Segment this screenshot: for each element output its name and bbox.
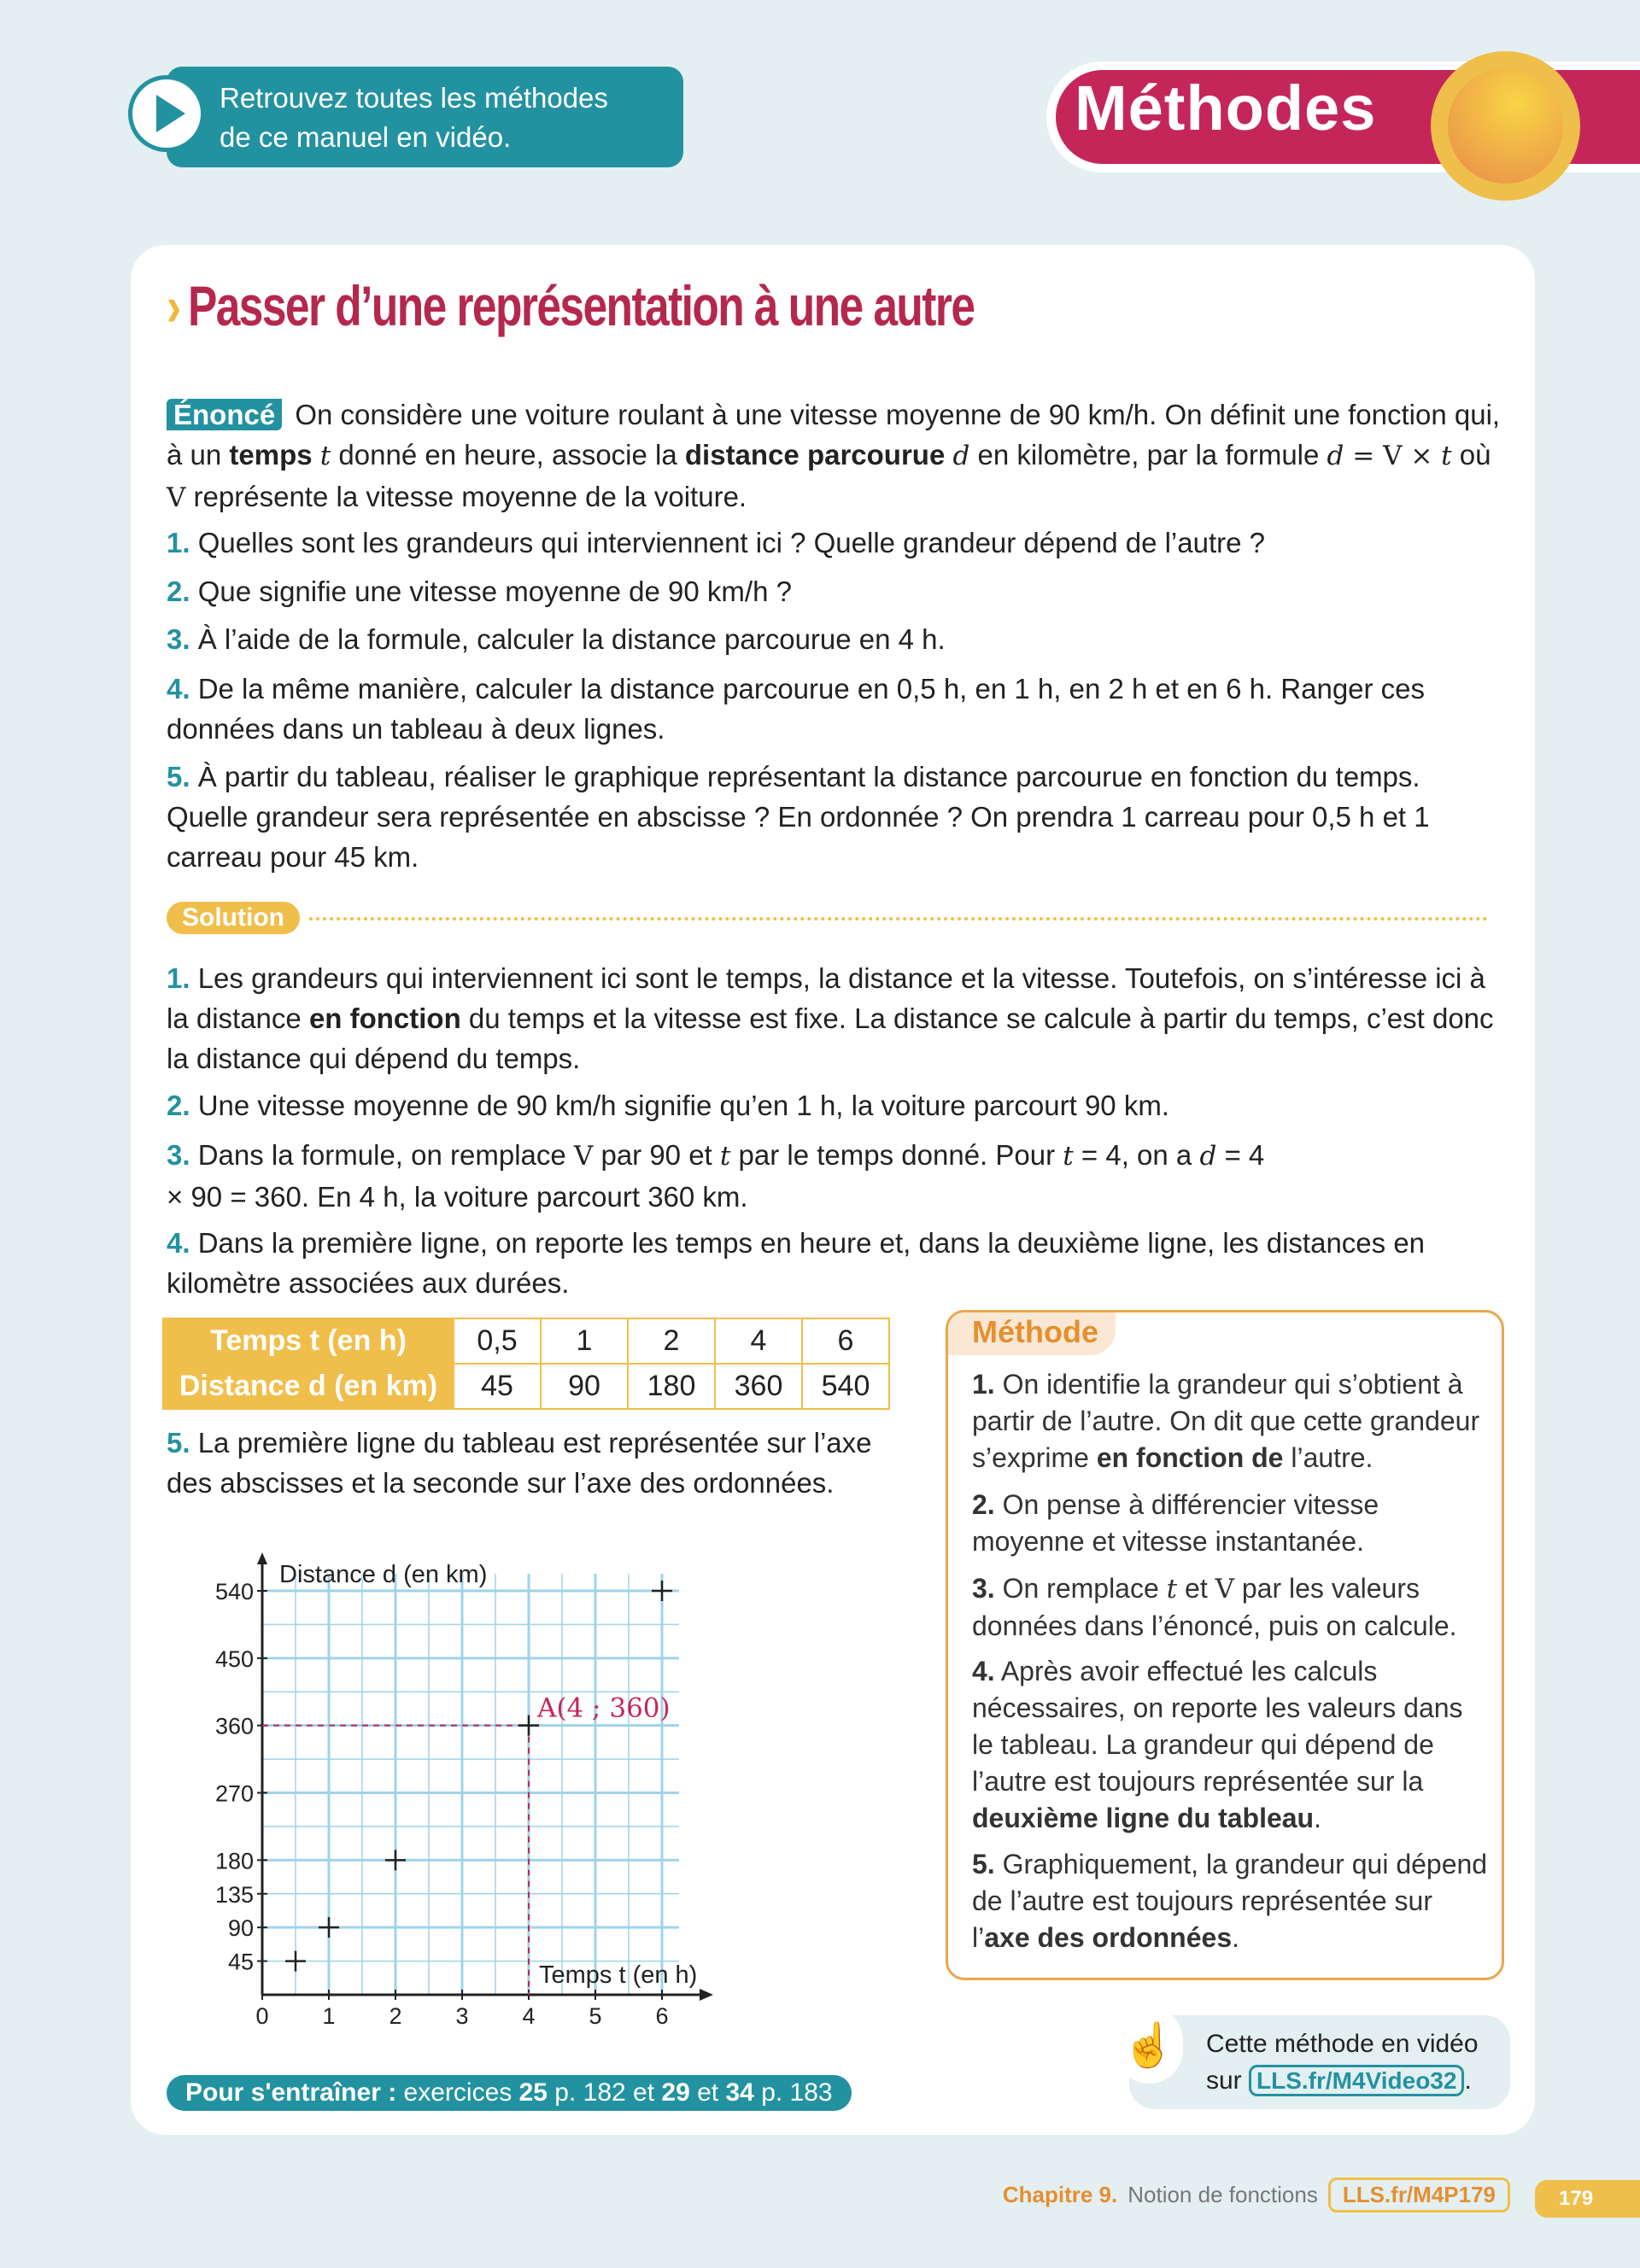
y-axis-label: Distance d (en km) [279, 1561, 488, 1588]
cell: 1 [541, 1318, 628, 1364]
video-text: Retrouvez toutes les méthodes [220, 82, 608, 114]
video-box-sur: sur [1206, 2066, 1250, 2095]
practice-text: exercices [396, 2078, 519, 2107]
math-symbol: d [1327, 441, 1344, 471]
practice-text: et [689, 2078, 726, 2107]
methode-item [972, 1846, 1489, 1956]
solution-label: Solution [167, 902, 300, 934]
y-tick-label: 180 [214, 1848, 254, 1874]
text-segment: . [1232, 1922, 1239, 1953]
item-number: 1. [167, 962, 190, 994]
x-axis-arrow [700, 1989, 713, 2001]
item-number: 3. [167, 1139, 190, 1171]
cell: 360 [715, 1364, 802, 1409]
row-header: Temps t (en h) [163, 1318, 454, 1364]
item-number: 4. [167, 1227, 190, 1259]
data-point [385, 1850, 406, 1870]
math-symbol: t [719, 1141, 731, 1172]
x-tick-label: 5 [589, 2003, 602, 2028]
math-symbol: d [952, 441, 970, 471]
text-segment: axe des ordonnées [984, 1922, 1233, 1953]
cell: 45 [454, 1364, 541, 1409]
math-symbol: V [1215, 1574, 1234, 1605]
math-symbol: V [573, 1141, 594, 1172]
x-tick-label: 4 [522, 2003, 536, 2028]
y-axis-arrow [257, 1552, 267, 1564]
text-segment: Une vitesse moyenne de 90 km/h signifie qu’en 1 h, la voiture parcourt 90 km. [190, 1090, 1169, 1121]
exercise-number: 25 [518, 2078, 548, 2107]
exercise-number: 34 [725, 2078, 754, 2107]
text-segment: en fonction [308, 1002, 461, 1034]
question-1 [167, 523, 1508, 563]
x-tick-label: 0 [255, 2003, 269, 2028]
x-tick-label: 2 [389, 2003, 402, 2028]
table-row [163, 1364, 889, 1409]
item-number: 2. [167, 576, 190, 607]
text-segment: Graphiquement, la grandeur qui dépend de l’autre est toujours représentée sur l’ [972, 1849, 1488, 1953]
practice-text: p. 182 et [547, 2078, 662, 2107]
cell: 4 [715, 1318, 802, 1364]
y-tick-label: 135 [214, 1881, 254, 1908]
text-segment: 5. [972, 1849, 995, 1879]
y-tick-label: 540 [214, 1579, 254, 1605]
video-box-text: Cette méthode en vidéo [1206, 2030, 1479, 2058]
solution-4 [167, 1223, 1508, 1303]
solution-3 [167, 1135, 1277, 1217]
text-segment: Dans la formule, on remplace [190, 1139, 574, 1171]
item-number: 3. [167, 623, 190, 655]
table-row [163, 1318, 889, 1364]
methode-item [972, 1366, 1489, 1476]
methode-item [972, 1487, 1489, 1560]
enonce-tag: Énoncé [167, 399, 282, 430]
cell: 90 [541, 1364, 628, 1409]
methode-label: Méthode [948, 1312, 1116, 1355]
cell: 6 [802, 1318, 889, 1364]
chapter-name: Notion de fonctions [1128, 2182, 1318, 2207]
method-video-box [1129, 2015, 1510, 2109]
text-segment: On remplace [994, 1573, 1167, 1604]
title-text: Passer d’une représentation à une autre [187, 274, 975, 337]
text-segment: Quelles sont les grandeurs qui interviennent ici ? Quelle grandeur dépend de l’autre ? [190, 527, 1265, 558]
cell: 0,5 [454, 1318, 541, 1364]
y-tick-label: 45 [227, 1949, 254, 1975]
text-segment: donné en heure, associe la [331, 439, 685, 471]
math-symbol: d [1199, 1141, 1217, 1172]
practice-banner[interactable] [167, 2075, 852, 2111]
text-segment: Dans la première ligne, on reporte les temps en heure et, dans la deuxième ligne, les distances en kilomètre associées aux durées. [167, 1227, 1426, 1299]
text-segment: par les valeurs données dans l’énoncé, puis on calcule. [972, 1573, 1457, 1641]
chevron-right-icon: › [167, 274, 180, 337]
chapter-number: Chapitre 9. [1002, 2182, 1118, 2207]
footer [1003, 2177, 1510, 2212]
text-segment: et [1177, 1573, 1215, 1604]
text-segment: par 90 et [593, 1139, 720, 1171]
text-segment: où [1451, 439, 1491, 471]
question-3 [167, 619, 1508, 659]
divider [309, 917, 1488, 921]
item-number: 1. [167, 527, 190, 558]
math-symbol: t [1063, 1141, 1074, 1172]
data-point [518, 1716, 539, 1736]
item-number: 5. [167, 1427, 190, 1458]
item-number: 4. [167, 673, 190, 704]
enonce-intro [167, 395, 1508, 518]
video-link[interactable]: LLS.fr/M4Video32 [1249, 2065, 1464, 2096]
text-segment: = 4, on a [1073, 1139, 1200, 1171]
page-number: 179 [1535, 2180, 1640, 2218]
item-number: 2. [167, 1090, 190, 1121]
y-tick-label: 270 [214, 1780, 254, 1807]
item-number: 5. [167, 761, 190, 792]
math-symbol: t [1441, 441, 1452, 471]
math-symbol: V [167, 482, 186, 513]
math-symbol: t [319, 441, 331, 471]
text-segment: 3. [972, 1573, 995, 1604]
data-point [319, 1917, 339, 1938]
x-tick-label: 1 [322, 2003, 336, 2028]
x-tick-label: 3 [455, 2003, 469, 2028]
solution-5 [167, 1423, 893, 1503]
text-segment [945, 439, 952, 471]
question-2 [167, 571, 1508, 611]
y-tick-label: 450 [214, 1645, 254, 1672]
text-segment: On identifie la grandeur qui s’obtient à partir de l’autre. On dit que cette grandeur s’exprime [972, 1369, 1480, 1473]
y-tick-label: 90 [227, 1915, 254, 1942]
practice-label: Pour s'entraîner : [185, 2078, 397, 2107]
text-segment: en fonction de [1096, 1442, 1284, 1473]
cell: 180 [628, 1364, 715, 1409]
x-tick-label: 6 [655, 2003, 669, 2028]
page-title [167, 273, 974, 338]
methode-item [972, 1653, 1489, 1837]
question-5 [167, 757, 1508, 877]
question-4 [167, 669, 1508, 749]
text-segment: À partir du tableau, réaliser le graphique représentant la distance parcourue en fonction du temps. Quelle grandeur sera représentée en abscisse ? En ordonnée ? On prendra 1 carreau pour 0,5 h et 1 carreau pour 45 km. [167, 761, 1430, 873]
row-header: Distance d (en km) [163, 1364, 454, 1409]
text-segment: représente la vitesse moyenne de la voiture. [185, 481, 747, 512]
cell: 2 [628, 1318, 715, 1364]
text-segment: Les grandeurs qui interviennent ici sont le temps, la distance et la vitesse. Toutefois, on s’intéresse ici à la distance [167, 962, 1485, 1034]
text-segment: Que signifie une vitesse moyenne de 90 km/h ? [190, 576, 792, 607]
solution-2 [167, 1085, 1508, 1125]
tap-hand-icon: ☝ [1115, 2007, 1183, 2084]
text-segment: distance parcourue [684, 439, 946, 471]
section-banner: Méthodes [1056, 70, 1640, 164]
text-segment: l’autre. [1283, 1442, 1374, 1473]
text-segment: De la même manière, calculer la distance parcourue en 0,5 h, en 1 h, en 2 h et en 6 h. Ranger ces données dans un tableau à deux lignes. [167, 673, 1426, 745]
text-segment: temps [229, 439, 313, 471]
math-symbol: t [1166, 1574, 1178, 1605]
video-text-2: de ce manuel en vidéo. [220, 121, 512, 153]
y-tick-label: 360 [214, 1713, 254, 1739]
text-segment: par le temps donné. Pour [730, 1139, 1063, 1171]
x-axis-label: Temps t (en h) [539, 1961, 698, 1989]
text-segment: = 4 × 90 = 360. En 4 h, la voiture parcourt 360 km. [167, 1139, 1265, 1213]
pencil-icon [1431, 51, 1580, 201]
point-annotation: A(4 ; 360) [537, 1692, 671, 1724]
methode-item [972, 1570, 1489, 1645]
data-point [285, 1951, 306, 1972]
play-icon[interactable] [128, 75, 205, 152]
text-segment: Après avoir effectué les calculs nécessaires, on reporte les valeurs dans le tableau. La grandeur qui dépend de l’autre est toujours représentée sur la [972, 1656, 1463, 1797]
practice-text: p. 183 [753, 2078, 833, 2107]
text-segment: . [1314, 1803, 1321, 1833]
video-methods-button[interactable] [167, 67, 683, 167]
text-segment: On considère une voiture roulant à une vitesse moyenne de 90 km/h. On définit une fonction qui, à un [167, 399, 1501, 471]
page-link[interactable]: LLS.fr/M4P179 [1328, 2177, 1510, 2212]
text-segment: 4. [972, 1656, 995, 1686]
text-segment: La première ligne du tableau est représentée sur l’axe des abscisses et la seconde sur l’axe des ordonnées. [167, 1427, 872, 1499]
text-segment: du temps et la vitesse est fixe. La distance se calcule à partir du temps, c’est donc la distance qui dépend du temps. [167, 1002, 1494, 1074]
text-segment: en kilomètre, par la formule [969, 439, 1327, 471]
period: . [1464, 2066, 1472, 2095]
exercise-number: 29 [661, 2078, 690, 2107]
text-segment: On pense à différencier vitesse moyenne et vitesse instantanée. [972, 1489, 1379, 1557]
solution-1 [167, 958, 1508, 1078]
cell: 540 [802, 1364, 889, 1409]
math-symbol: = V × [1344, 441, 1442, 471]
distance-time-graph [196, 1550, 726, 2028]
text-segment [313, 439, 320, 471]
text-segment: deuxième ligne du tableau [972, 1803, 1315, 1833]
data-table [162, 1318, 890, 1410]
text-segment: 2. [972, 1489, 995, 1520]
text-segment: À l’aide de la formule, calculer la distance parcourue en 4 h. [190, 623, 946, 655]
data-point [652, 1581, 672, 1601]
text-segment: 1. [972, 1369, 995, 1400]
